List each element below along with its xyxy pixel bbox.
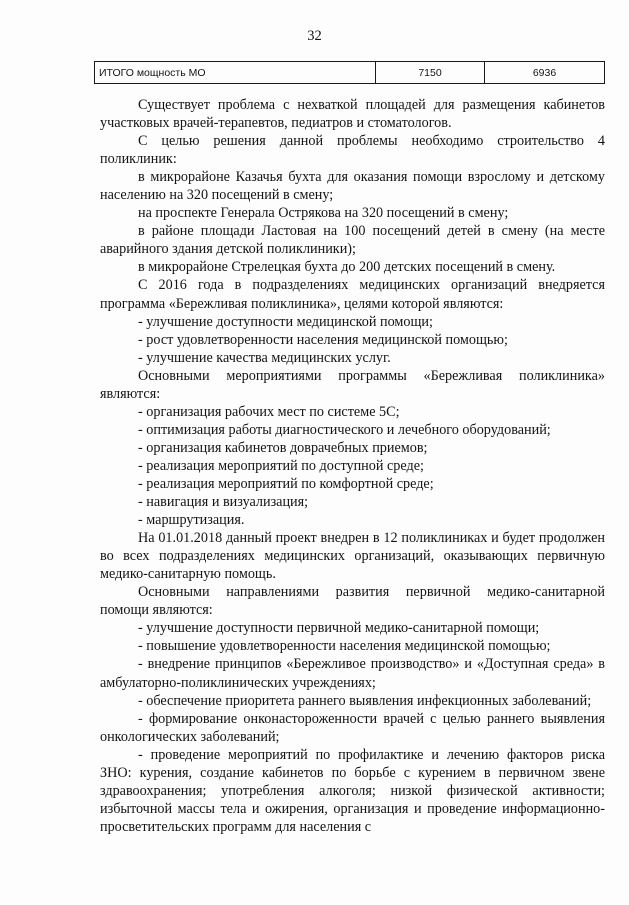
table-cell-label: ИТОГО мощность МО: [95, 62, 376, 84]
paragraph: Существует проблема с нехваткой площадей для размещения кабинетов участковых врачей-терапевтов, педиатров и стоматологов.: [100, 97, 605, 132]
paragraph: Основными направлениями развития первичной медико-санитарной помощи являются:: [100, 584, 605, 619]
table-row: [95, 62, 605, 84]
paragraph: - формирование онконастороженности врачей с целью раннего выявления онкологических заболеваний;: [100, 710, 605, 745]
paragraph: С целью решения данной проблемы необходимо строительство 4 поликлиник:: [100, 133, 605, 168]
body-text: [100, 96, 605, 836]
paragraph: - маршрутизация.: [138, 512, 245, 529]
paragraph: в районе площади Ластовая на 100 посещений детей в смену (на месте аварийного здания детской поликлиники);: [100, 223, 605, 258]
paragraph: - улучшение качества медицинских услуг.: [138, 349, 391, 366]
paragraph: в микрорайоне Стрелецкая бухта до 200 детских посещений в смену.: [138, 259, 556, 276]
paragraph: - повышение удовлетворенности населения медицинской помощью;: [138, 638, 551, 655]
paragraph: - рост удовлетворенности населения медицинской помощью;: [138, 331, 508, 348]
paragraph: - навигация и визуализация;: [138, 494, 309, 511]
paragraph: - организация кабинетов доврачебных приемов;: [138, 439, 428, 456]
paragraph: в микрорайоне Казачья бухта для оказания помощи взрослому и детскому населению на 320 посещений в смену;: [100, 169, 605, 204]
paragraph: - реализация мероприятий по комфортной среде;: [138, 475, 434, 492]
paragraph: - проведение мероприятий по профилактике и лечению факторов риска ЗНО: курения, создание кабинетов по борьбе с курением в первичном звене здравоохранения; употребления алкоголя; низкой физической активности; избыточной массы тела и ожирения, организация и проведение информационно-просветительских программ для населения с: [100, 746, 605, 835]
paragraph: С 2016 года в подразделениях медицинских организаций внедряется программа «Бережливая поликлиника», целями которой являются:: [100, 277, 605, 312]
paragraph: - организация рабочих мест по системе 5С;: [138, 403, 400, 420]
paragraph: Основными мероприятиями программы «Бережливая поликлиника» являются:: [100, 367, 605, 402]
paragraph: - реализация мероприятий по доступной среде;: [138, 457, 424, 474]
capacity-table: [94, 61, 605, 84]
paragraph: - улучшение доступности медицинской помощи;: [138, 313, 433, 330]
paragraph: - улучшение доступности первичной медико-санитарной помощи;: [138, 620, 540, 637]
paragraph: На 01.01.2018 данный проект внедрен в 12 поликлиниках и будет продолжен во всех подразделениях медицинских организаций, оказывающих первичную медико-санитарную помощь.: [100, 530, 605, 583]
paragraph: - внедрение принципов «Бережливое производство» и «Доступная среда» в амбулаторно-поликлинических учреждениях;: [100, 656, 605, 691]
page-number: 32: [307, 28, 322, 44]
paragraph: - обеспечение приоритета раннего выявления инфекционных заболеваний;: [138, 692, 592, 709]
paragraph: - оптимизация работы диагностического и лечебного оборудований;: [138, 421, 551, 438]
table-cell-value: 6936: [485, 62, 605, 84]
table-cell-value: 7150: [376, 62, 485, 84]
paragraph: на проспекте Генерала Острякова на 320 посещений в смену;: [138, 205, 509, 222]
